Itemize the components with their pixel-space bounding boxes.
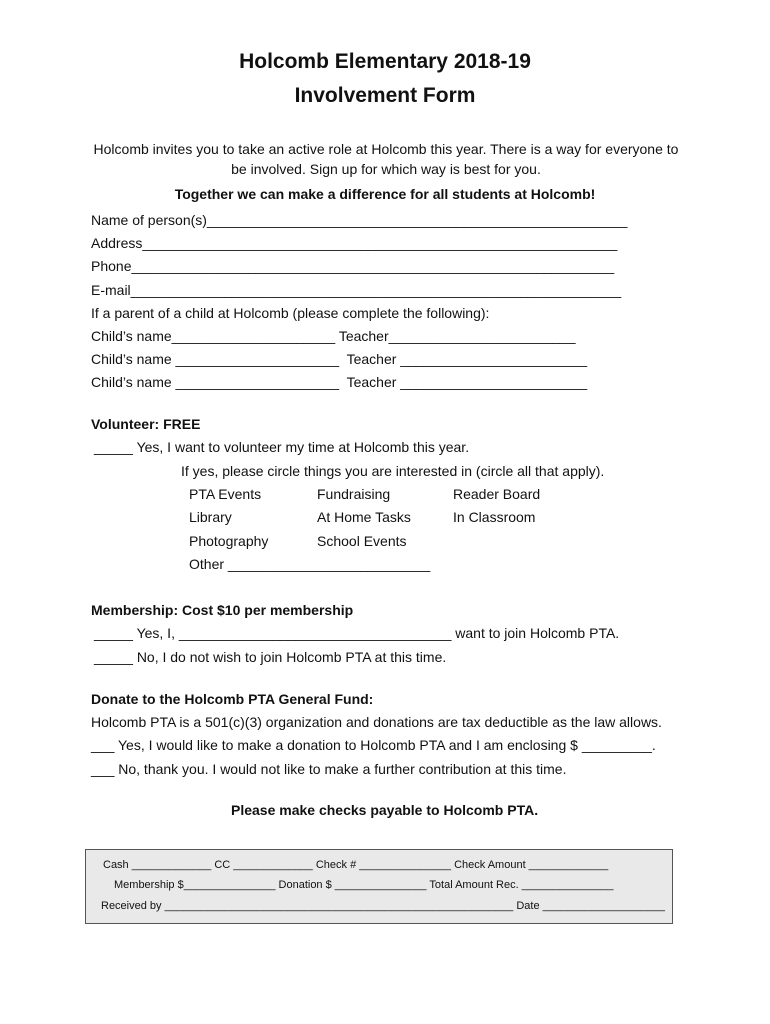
membership-yes-line[interactable]: _____ Yes, I, ___________________________________ want to join Holcomb PTA. — [94, 625, 620, 641]
donate-note: Holcomb PTA is a 501(c)(3) organization and donations are tax deductible as the law allows. — [91, 714, 662, 730]
office-row-amounts[interactable]: Membership $_______________ Donation $ _______________ Total Amount Rec. _______________ — [114, 879, 614, 891]
membership-heading: Membership: Cost $10 per membership — [91, 602, 354, 618]
volunteer-yes-line[interactable]: _____ Yes, I want to volunteer my time at Holcomb this year. — [94, 439, 470, 455]
donate-no-line[interactable]: ___ No, thank you. I would not like to make a further contribution at this time. — [91, 761, 567, 777]
tagline: Together we can make a difference for all students at Holcomb! — [174, 186, 596, 202]
option-fundraising[interactable]: Fundraising — [317, 486, 391, 502]
option-library[interactable]: Library — [189, 509, 232, 525]
intro-paragraph: Holcomb invites you to take an active role at Holcomb this year. There is a way for everyone to be involved. Sign up for which way is best for you. — [93, 141, 679, 177]
form-subtitle: Involvement Form — [294, 84, 476, 107]
option-photography[interactable]: Photography — [189, 533, 269, 549]
option-other[interactable]: Other __________________________ — [189, 556, 431, 572]
volunteer-if-yes: If yes, please circle things you are interested in (circle all that apply). — [181, 463, 605, 479]
donate-heading: Donate to the Holcomb PTA General Fund: — [91, 691, 374, 707]
office-row-payment[interactable]: Cash _____________ CC _____________ Check # _______________ Check Amount _____________ — [103, 859, 609, 871]
child-row-3[interactable]: Child’s name _____________________ Teacher ________________________ — [91, 374, 588, 390]
office-use-box — [85, 849, 673, 924]
volunteer-heading: Volunteer: FREE — [91, 416, 201, 432]
option-school-events[interactable]: School Events — [317, 533, 407, 549]
checks-note: Please make checks payable to Holcomb PTA. — [231, 802, 539, 818]
child-row-2[interactable]: Child’s name _____________________ Teacher ________________________ — [91, 351, 588, 367]
option-at-home-tasks[interactable]: At Home Tasks — [317, 509, 411, 525]
donate-yes-line[interactable]: ___ Yes, I would like to make a donation to Holcomb PTA and I am enclosing $ _________. — [91, 737, 656, 753]
membership-no-line[interactable]: _____ No, I do not wish to join Holcomb PTA at this time. — [94, 649, 447, 665]
address-field[interactable]: Address_____________________________________________________________ — [91, 235, 618, 251]
name-field[interactable]: Name of person(s)______________________________________________________ — [91, 212, 628, 228]
parent-note: If a parent of a child at Holcomb (please complete the following): — [91, 305, 490, 321]
email-field[interactable]: E-mail_______________________________________________________________ — [91, 282, 622, 298]
form-title: Holcomb Elementary 2018-19 — [239, 50, 531, 73]
option-reader-board[interactable]: Reader Board — [453, 486, 541, 502]
phone-field[interactable]: Phone______________________________________________________________ — [91, 258, 615, 274]
option-pta-events[interactable]: PTA Events — [189, 486, 262, 502]
child-row-1[interactable]: Child’s name_____________________ Teacher________________________ — [91, 328, 576, 344]
option-in-classroom[interactable]: In Classroom — [453, 509, 536, 525]
office-row-received[interactable]: Received by _________________________________________________________ Date ____________________ — [101, 900, 665, 912]
